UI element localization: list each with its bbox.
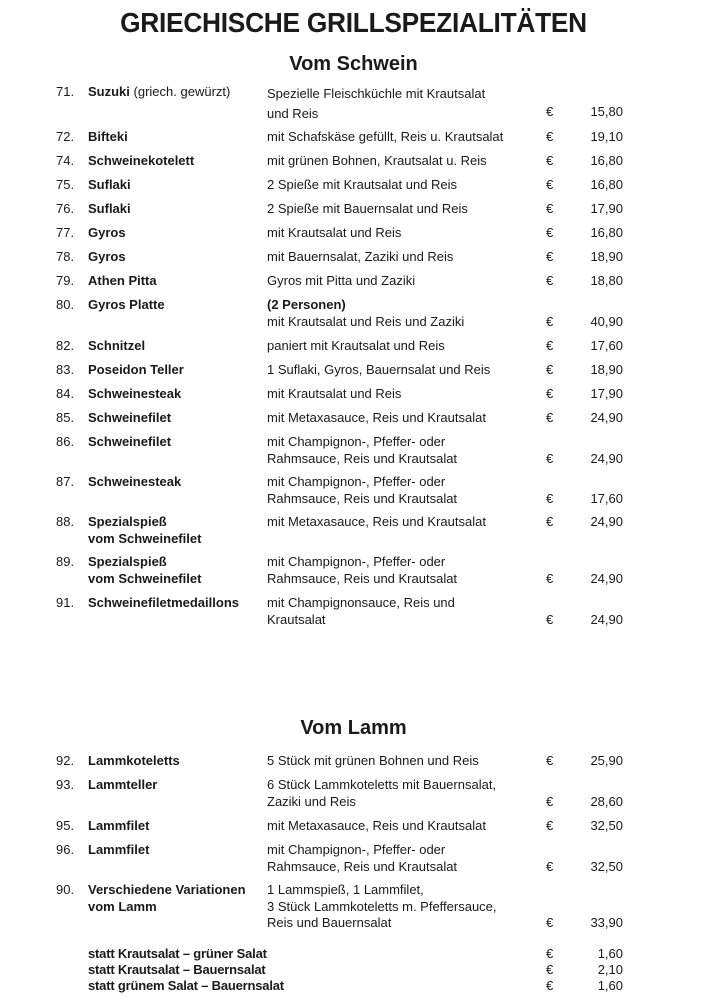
item-price: 16,80 <box>590 177 623 192</box>
euro-icon: € <box>546 273 554 288</box>
item-name-text: Verschiedene Variationen <box>88 882 246 897</box>
euro-icon: € <box>546 793 554 809</box>
item-name-text: Spezialspieß <box>88 554 167 569</box>
item-name-line2: vom Lamm <box>88 898 157 914</box>
item-description <box>267 386 401 403</box>
item-name-text: Schweinefiletmedaillons <box>88 595 239 610</box>
item-description-highlight: (2 Personen) <box>267 297 346 312</box>
section-title-schwein: Vom Schwein <box>289 53 418 75</box>
item-number: 75. <box>56 177 75 192</box>
item-price: 25,90 <box>590 753 623 768</box>
item-description <box>267 554 457 587</box>
item-name-text: Gyros <box>88 249 126 264</box>
item-number: 89. <box>56 554 75 569</box>
item-price: 32,50 <box>590 858 623 874</box>
item-description-line: Gyros mit Pitta und Zaziki <box>267 273 416 288</box>
item-description-line: mit Bauernsalat, Zaziki und Reis <box>267 249 454 264</box>
extra-price: 1,60 <box>597 946 623 961</box>
item-name <box>88 882 246 915</box>
item-description-line: mit Champignon-, Pfeffer- oder <box>267 474 446 489</box>
euro-icon: € <box>546 962 554 977</box>
item-name-text: Spezialspieß <box>88 514 167 529</box>
euro-icon: € <box>546 753 554 768</box>
item-number: 85. <box>56 410 75 425</box>
item-number: 84. <box>56 386 75 401</box>
item-name-text: Gyros Platte <box>88 297 165 312</box>
item-description <box>267 177 457 194</box>
extra-label: statt Krautsalat – Bauernsalat <box>88 962 266 977</box>
item-description <box>267 84 485 124</box>
item-name <box>88 84 230 101</box>
item-description <box>267 595 455 628</box>
euro-icon: € <box>546 410 554 425</box>
item-name-text: Suzuki <box>88 84 130 99</box>
item-price: 17,90 <box>590 386 623 401</box>
item-description-line: mit Champignon-, Pfeffer- oder <box>267 434 446 449</box>
item-price: 19,10 <box>590 129 623 144</box>
item-name-text: Lammfilet <box>88 818 150 833</box>
extra-label: statt grünem Salat – Bauernsalat <box>88 978 284 993</box>
item-description-line: 3 Stück Lammkoteletts m. Pfeffersauce, <box>267 898 497 914</box>
item-name <box>88 129 128 146</box>
item-name <box>88 297 165 314</box>
item-description <box>267 777 496 810</box>
item-description-line: 2 Spieße mit Bauernsalat und Reis <box>267 201 468 216</box>
euro-icon: € <box>546 450 554 466</box>
euro-icon: € <box>546 611 554 627</box>
item-price: 18,90 <box>590 362 623 377</box>
item-name <box>88 201 131 218</box>
item-price: 28,60 <box>590 793 623 809</box>
euro-icon: € <box>546 490 554 506</box>
item-name <box>88 434 171 451</box>
item-name-text: Lammfilet <box>88 842 150 857</box>
item-description <box>267 297 464 330</box>
extra-price: 2,10 <box>597 962 623 977</box>
item-name <box>88 249 126 266</box>
item-number: 96. <box>56 842 75 857</box>
item-description <box>267 129 503 146</box>
item-name <box>88 474 181 491</box>
item-price: 33,90 <box>590 915 623 930</box>
item-price: 16,80 <box>590 153 623 168</box>
item-description <box>267 882 497 932</box>
item-name <box>88 362 184 379</box>
euro-icon: € <box>546 362 554 377</box>
item-description-line: und Reis <box>267 106 319 121</box>
item-price: 24,90 <box>590 514 623 529</box>
item-price: 15,80 <box>590 104 623 119</box>
item-description-line: paniert mit Krautsalat und Reis <box>267 338 445 353</box>
item-number: 87. <box>56 474 75 489</box>
euro-icon: € <box>546 514 554 529</box>
item-description-line: Zaziki und Reis <box>267 793 356 809</box>
item-description <box>267 842 457 875</box>
item-price: 24,90 <box>590 611 623 627</box>
item-number: 88. <box>56 514 75 529</box>
item-description <box>267 410 486 427</box>
item-price: 24,90 <box>590 450 623 466</box>
item-description <box>267 362 490 379</box>
item-number: 82. <box>56 338 75 353</box>
item-number: 79. <box>56 273 75 288</box>
item-description-line: mit grünen Bohnen, Krautsalat u. Reis <box>267 153 487 168</box>
item-number: 74. <box>56 153 75 168</box>
item-description <box>267 818 486 835</box>
euro-icon: € <box>546 915 554 930</box>
item-number: 86. <box>56 434 75 449</box>
item-price: 17,60 <box>590 338 623 353</box>
extra-price: 1,60 <box>597 978 623 993</box>
item-number: 71. <box>56 84 75 99</box>
item-description-line: 6 Stück Lammkoteletts mit Bauernsalat, <box>267 777 497 792</box>
item-name-note: (griech. gewürzt) <box>133 84 231 99</box>
item-description-line: Rahmsauce, Reis und Krautsalat <box>267 450 458 466</box>
item-name-line2: vom Schweinefilet <box>88 530 202 546</box>
item-price: 18,90 <box>590 249 623 264</box>
item-price: 16,80 <box>590 225 623 240</box>
item-number: 92. <box>56 753 75 768</box>
euro-icon: € <box>546 858 554 874</box>
euro-icon: € <box>546 249 554 264</box>
item-price: 18,80 <box>590 273 623 288</box>
item-description <box>267 249 453 266</box>
item-description-line: mit Krautsalat und Reis <box>267 225 402 240</box>
item-name-text: Schweinefilet <box>88 434 172 449</box>
item-name <box>88 514 201 547</box>
item-number: 78. <box>56 249 75 264</box>
euro-icon: € <box>546 570 554 586</box>
item-number: 90. <box>56 882 75 897</box>
euro-icon: € <box>546 225 554 240</box>
item-description-line: Krautsalat <box>267 611 326 627</box>
item-name-text: Schnitzel <box>88 338 146 353</box>
item-description-line: Rahmsauce, Reis und Krautsalat <box>267 570 458 586</box>
item-name-text: Poseidon Teller <box>88 362 184 377</box>
item-name-text: Schweinesteak <box>88 474 182 489</box>
item-name <box>88 777 157 794</box>
euro-icon: € <box>546 338 554 353</box>
euro-icon: € <box>546 818 554 833</box>
euro-icon: € <box>546 386 554 401</box>
item-number: 95. <box>56 818 75 833</box>
item-price: 17,90 <box>590 201 623 216</box>
item-description-line: mit Krautsalat und Reis und Zaziki <box>267 313 465 329</box>
item-description <box>267 434 457 467</box>
extra-label: statt Krautsalat – grüner Salat <box>88 946 267 961</box>
item-name-text: Lammteller <box>88 777 158 792</box>
item-description-line: 1 Lammspieß, 1 Lammfilet, <box>267 882 424 897</box>
item-name-text: Gyros <box>88 225 126 240</box>
item-price: 32,50 <box>590 818 623 833</box>
menu-title: GRIECHISCHE GRILLSPEZIALITÄTEN <box>120 7 587 38</box>
euro-icon: € <box>546 201 554 216</box>
item-description-line: Rahmsauce, Reis und Krautsalat <box>267 858 458 874</box>
item-number: 91. <box>56 595 75 610</box>
item-name-text: Suflaki <box>88 201 131 216</box>
item-description-line: Rahmsauce, Reis und Krautsalat <box>267 490 458 506</box>
item-name-text: Schweinekotelett <box>88 153 195 168</box>
item-description-line: 2 Spieße mit Krautsalat und Reis <box>267 177 458 192</box>
euro-icon: € <box>546 129 554 144</box>
item-price: 40,90 <box>590 313 623 329</box>
item-number: 77. <box>56 225 75 240</box>
euro-icon: € <box>546 104 554 119</box>
item-name-text: Athen Pitta <box>88 273 157 288</box>
item-name <box>88 842 149 859</box>
item-name <box>88 595 239 612</box>
item-name-line2: vom Schweinefilet <box>88 570 202 586</box>
item-name <box>88 225 126 242</box>
item-number: 93. <box>56 777 75 792</box>
item-name-text: Lammkoteletts <box>88 753 180 768</box>
item-name <box>88 338 145 355</box>
item-name <box>88 153 194 170</box>
item-description-line: 5 Stück mit grünen Bohnen und Reis <box>267 753 479 768</box>
item-description-line: mit Metaxasauce, Reis und Krautsalat <box>267 818 486 833</box>
item-description <box>267 514 486 531</box>
item-number: 72. <box>56 129 75 144</box>
item-price: 24,90 <box>590 570 623 586</box>
item-name <box>88 410 171 427</box>
item-number: 76. <box>56 201 75 216</box>
item-name <box>88 273 157 290</box>
item-description <box>267 338 445 355</box>
item-description-line: mit Champignonsauce, Reis und <box>267 595 455 610</box>
euro-icon: € <box>546 153 554 168</box>
item-description-line: Reis und Bauernsalat <box>267 915 392 930</box>
item-description <box>267 474 457 507</box>
item-name <box>88 818 149 835</box>
item-name-text: Schweinesteak <box>88 386 182 401</box>
item-name <box>88 386 181 403</box>
item-description <box>267 753 479 770</box>
item-name-text: Bifteki <box>88 129 128 144</box>
item-description-line: Spezielle Fleischküchle mit Krautsalat <box>267 86 486 101</box>
euro-icon: € <box>546 978 554 993</box>
item-description-line: mit Champignon-, Pfeffer- oder <box>267 554 446 569</box>
euro-icon: € <box>546 177 554 192</box>
item-name <box>88 753 180 770</box>
item-name-text: Schweinefilet <box>88 410 172 425</box>
euro-icon: € <box>546 946 554 961</box>
item-description <box>267 201 468 218</box>
item-description <box>267 225 401 242</box>
item-price: 24,90 <box>590 410 623 425</box>
item-description-line: mit Champignon-, Pfeffer- oder <box>267 842 446 857</box>
item-name <box>88 554 201 587</box>
euro-icon: € <box>546 313 554 329</box>
item-name <box>88 177 131 194</box>
item-description <box>267 153 487 170</box>
item-description <box>267 273 415 290</box>
item-number: 80. <box>56 297 75 312</box>
item-description-line: mit Schafskäse gefüllt, Reis u. Krautsalat <box>267 129 504 144</box>
item-name-text: Suflaki <box>88 177 131 192</box>
item-description-line: 1 Suflaki, Gyros, Bauernsalat und Reis <box>267 362 491 377</box>
item-price: 17,60 <box>590 490 623 506</box>
item-description-line: mit Metaxasauce, Reis und Krautsalat <box>267 514 486 529</box>
item-number: 83. <box>56 362 75 377</box>
section-title-lamm: Vom Lamm <box>300 717 407 739</box>
item-description-line: mit Metaxasauce, Reis und Krautsalat <box>267 410 486 425</box>
item-description-line: mit Krautsalat und Reis <box>267 386 402 401</box>
